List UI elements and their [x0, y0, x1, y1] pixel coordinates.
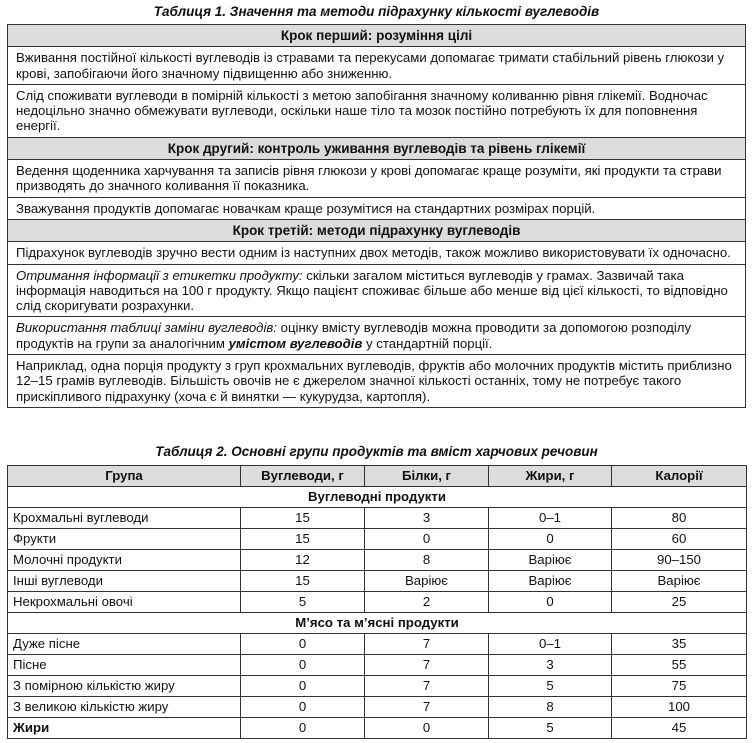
table-row [8, 508, 747, 529]
cell-protein: 2 [365, 592, 489, 613]
cell-fat: 5 [489, 718, 612, 739]
table-row [8, 634, 747, 655]
cell-carbs: 0 [241, 697, 365, 718]
table1-caption: Таблиця 1. Значення та методи підрахунку кількості вуглеводів [153, 4, 600, 19]
header-calories: Калорії [612, 466, 747, 487]
cell-fat: Варіює [489, 550, 612, 571]
exchange-method-text-1: оцінку вмісту вуглеводів можна проводити за допомогою розподілу продуктів на групи за аналогічним [16, 320, 692, 351]
step3-paragraph-3 [7, 317, 746, 355]
table-row [8, 697, 747, 718]
cell-calories: 60 [612, 529, 747, 550]
cell-protein: Варіює [365, 571, 489, 592]
table-row [8, 718, 747, 739]
cell-fat: Варіює [489, 571, 612, 592]
cell-group: Дуже пісне [8, 634, 241, 655]
cell-protein: 7 [365, 655, 489, 676]
section-meat-products: М’ясо та м’ясні продукти [8, 613, 747, 634]
cell-fat: 0 [489, 529, 612, 550]
step3-paragraph-2 [7, 265, 746, 318]
cell-calories: 25 [612, 592, 747, 613]
cell-carbs: 12 [241, 550, 365, 571]
table-header-row [8, 466, 747, 487]
cell-protein: 7 [365, 634, 489, 655]
cell-carbs: 0 [241, 655, 365, 676]
cell-protein: 7 [365, 697, 489, 718]
step1-title: Крок перший: розуміння цілі [7, 24, 746, 47]
step1-paragraph-2: Слід споживати вуглеводи в помірній кількості з метою запобігання значному коливанню рівня глікемії. Водночас недоцільно значно обмежувати вуглеводи, оскільки наше тіло та мозок постійно потребують їх для поповнення енергії. [7, 85, 746, 138]
cell-fat: 3 [489, 655, 612, 676]
food-groups-table [7, 465, 747, 739]
step2-title: Крок другий: контроль уживання вуглеводів та рівень глікемії [7, 138, 746, 160]
step3-paragraph-1: Підрахунок вуглеводів зручно вести одним із наступних двох методів, також можливо використовувати їх одночасно. [7, 242, 746, 264]
exchange-method-lead: Використання таблиці заміни вуглеводів: [16, 320, 277, 336]
cell-group: Фрукти [8, 529, 241, 550]
exchange-method-emphasis: умістом вуглеводів [228, 335, 363, 351]
cell-fat: 5 [489, 676, 612, 697]
step3-paragraph-4: Наприклад, одна порція продукту з груп крохмальних вуглеводів, фруктів або молочних продуктів містить приблизно 12–15 грамів вуглеводів. Більшість овочів не є джерелом значної кількості останніх, тому не потребує такого прискіпливого підрахунку (хоча є й винятки — кукурудза, картопля). [7, 355, 746, 408]
cell-calories: 90–150 [612, 550, 747, 571]
table-row [8, 592, 747, 613]
cell-carbs: 0 [241, 718, 365, 739]
exchange-method-text-2: у стандартній порції. [362, 335, 493, 351]
step2-paragraph-2: Зважування продуктів допомагає новачкам краще розумітися на стандартних розмірах порцій. [7, 198, 746, 220]
step3-title: Крок третій: методи підрахунку вуглеводів [7, 220, 746, 242]
cell-protein: 3 [365, 508, 489, 529]
section-carb-products: Вуглеводні продукти [8, 487, 747, 508]
cell-group: Крохмальні вуглеводи [8, 508, 241, 529]
cell-carbs: 0 [241, 676, 365, 697]
cell-group: Пісне [8, 655, 241, 676]
label-method-text: скільки загалом міститься вуглеводів у грамах. Зазвичай така інформація наводиться на 100 г продукту. Якщо пацієнт споживає більше або менше від цієї кількості, то відповідно слід скоригувати розрахунки. [16, 267, 728, 314]
step2-paragraph-1: Ведення щоденника харчування та записів рівня глюкози у крові допомагає краще розуміти, які продукти та страви призводять до значного коливання її показника. [7, 160, 746, 198]
cell-carbs: 15 [241, 508, 365, 529]
table-row [8, 550, 747, 571]
cell-fat: 8 [489, 697, 612, 718]
cell-calories: Варіює [612, 571, 747, 592]
cell-group: З помірною кількістю жиру [8, 676, 241, 697]
cell-carbs: 15 [241, 529, 365, 550]
cell-protein: 0 [365, 718, 489, 739]
cell-protein: 0 [365, 529, 489, 550]
header-carbs: Вуглеводи, г [241, 466, 365, 487]
cell-fat: 0 [489, 592, 612, 613]
cell-calories: 75 [612, 676, 747, 697]
table2-caption: Таблиця 2. Основні групи продуктів та вміст харчових речовин [155, 444, 598, 459]
carb-counting-table [7, 24, 746, 408]
cell-carbs: 0 [241, 634, 365, 655]
cell-calories: 100 [612, 697, 747, 718]
cell-carbs: 5 [241, 592, 365, 613]
cell-fat: 0–1 [489, 634, 612, 655]
header-protein: Білки, г [365, 466, 489, 487]
step1-paragraph-1: Вживання постійної кількості вуглеводів із стравами та перекусами допомагає тримати стабільний рівень глюкози у крові, запобігаючи його значному підвищенню або зниженню. [7, 47, 746, 85]
label-method-lead: Отримання інформації з етикетки продукту: [16, 267, 303, 283]
cell-fat: 0–1 [489, 508, 612, 529]
cell-group: З великою кількістю жиру [8, 697, 241, 718]
cell-protein: 7 [365, 676, 489, 697]
cell-protein: 8 [365, 550, 489, 571]
cell-group: Некрохмальні овочі [8, 592, 241, 613]
cell-calories: 45 [612, 718, 747, 739]
section-row [8, 487, 747, 508]
section-row [8, 613, 747, 634]
cell-calories: 35 [612, 634, 747, 655]
cell-group: Жири [8, 718, 241, 739]
cell-carbs: 15 [241, 571, 365, 592]
cell-calories: 55 [612, 655, 747, 676]
table-row [8, 655, 747, 676]
header-fat: Жири, г [489, 466, 612, 487]
header-group: Група [8, 466, 241, 487]
cell-calories: 80 [612, 508, 747, 529]
cell-group: Інші вуглеводи [8, 571, 241, 592]
table-row [8, 529, 747, 550]
table-row [8, 676, 747, 697]
cell-group: Молочні продукти [8, 550, 241, 571]
table-row [8, 571, 747, 592]
